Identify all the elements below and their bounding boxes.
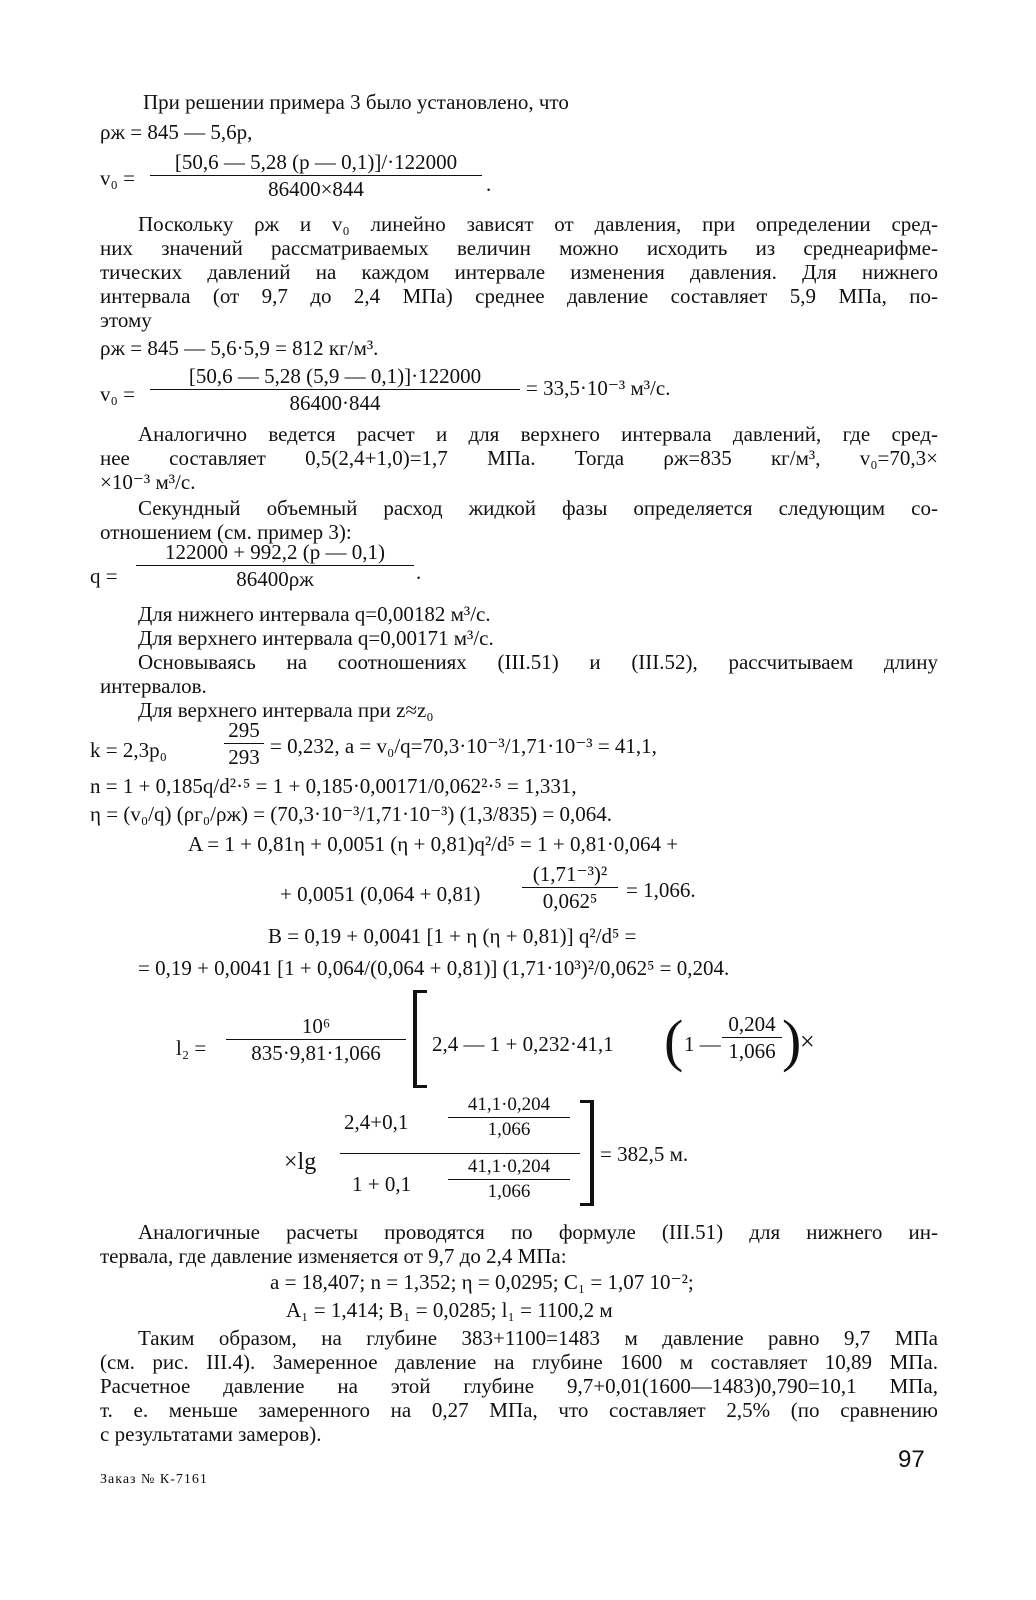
paragraph-line: т. е. меньше замеренного на 0,27 МПа, что составляет 2,5% (по сравнению bbox=[100, 1398, 938, 1422]
text-line: Для нижнего интервала q=0,00182 м³/с. bbox=[138, 602, 491, 626]
paragraph-line: Секундный объемный расход жидкой фазы определяется следующим со- bbox=[138, 496, 938, 520]
formula-B-cont: = 0,19 + 0,0041 [1 + 0,064/(0,064 + 0,81)] (1,71·10³)²/0,062⁵ = 0,204. bbox=[138, 956, 730, 980]
right-bracket bbox=[580, 1100, 594, 1206]
paragraph-line: тервала, где давление изменяется от 9,7 до 2,4 МПа: bbox=[100, 1244, 567, 1268]
denominator: 835·9,81·1,066 bbox=[251, 1041, 381, 1065]
formula-q-lhs: q = bbox=[90, 564, 118, 588]
denominator: 293 bbox=[228, 745, 260, 769]
formula-v0-fraction bbox=[150, 150, 482, 201]
formula-B: B = 0,19 + 0,0041 [1 + η (η + 0,81)] q²/d⁵ = bbox=[268, 924, 637, 948]
formula-rho: ρж = 845 — 5,6p, bbox=[100, 120, 253, 144]
formula-v0-lhs: v₀ = bbox=[100, 382, 135, 406]
times-sign: × bbox=[800, 1027, 815, 1056]
numerator: 10⁶ bbox=[226, 1014, 406, 1040]
denominator: 1,066 bbox=[728, 1039, 776, 1063]
numerator: 41,1·0,204 bbox=[448, 1156, 570, 1180]
formula-A-cont-lhs: + 0,0051 (0,064 + 0,81) bbox=[280, 882, 481, 906]
paragraph-line: Расчетное давление на этой глубине 9,7+0,01(1600—1483)0,790=10,1 МПа, bbox=[100, 1374, 938, 1398]
formula-A-fraction bbox=[522, 862, 618, 913]
paragraph-line: ×10⁻³ м³/с. bbox=[100, 470, 196, 494]
denominator: 86400ρж bbox=[236, 567, 314, 591]
numerator: (1,71⁻³)² bbox=[522, 862, 618, 888]
paragraph-line: Основываясь на соотношениях (III.51) и (III.52), рассчитываем длину bbox=[138, 650, 938, 674]
denominator: 86400×844 bbox=[268, 177, 364, 201]
numerator: 41,1·0,204 bbox=[448, 1094, 570, 1118]
formula-k-lhs: k = 2,3p₀ bbox=[90, 738, 167, 762]
period: . bbox=[486, 172, 492, 196]
paragraph-line: тических давлений на каждом интервале изменения давления. Для нижнего bbox=[100, 260, 938, 284]
formula-v0-lhs: v₀ = bbox=[100, 166, 135, 190]
period: . bbox=[416, 560, 422, 584]
formula-l2-middle: 2,4 — 1 + 0,232·41,1 bbox=[432, 1032, 614, 1056]
denominator: 0,062⁵ bbox=[542, 889, 598, 913]
formula-lg-result: = 382,5 м. bbox=[600, 1142, 689, 1166]
text-line: Для верхнего интервала при z≈z₀ bbox=[138, 698, 434, 722]
formula-v0-value-fraction bbox=[150, 364, 520, 415]
paragraph-line: Поскольку ρж и v₀ линейно зависят от давления, при определении сред- bbox=[138, 212, 938, 236]
formula-l2-fraction bbox=[226, 1014, 406, 1065]
formula-eta: η = (v₀/q) (ρг₀/ρж) = (70,3·10⁻³/1,71·10⁻³) (1,3/835) = 0,064. bbox=[90, 802, 613, 826]
lg-main-fraction-bar bbox=[340, 1153, 580, 1154]
left-paren: ( bbox=[664, 1008, 684, 1073]
print-order-footer: Заказ № К-7161 bbox=[100, 1472, 208, 1487]
text-line: При решении примера 3 было установлено, что bbox=[143, 90, 569, 114]
formula-A: A = 1 + 0,81η + 0,0051 (η + 0,81)q²/d⁵ = 1 + 0,81·0,064 + bbox=[188, 832, 679, 856]
paragraph-line: интервалов. bbox=[100, 674, 207, 698]
paragraph-line: (см. рис. III.4). Замеренное давление на глубине 1600 м составляет 10,89 МПа. bbox=[100, 1350, 938, 1374]
denominator: 1,066 bbox=[487, 1119, 531, 1140]
paragraph-line: этому bbox=[100, 308, 152, 332]
paragraph-line: Аналогичные расчеты проводятся по формуле (III.51) для нижнего ин- bbox=[138, 1220, 938, 1244]
lg-bottom-lhs: 1 + 0,1 bbox=[352, 1172, 412, 1196]
numerator: [50,6 — 5,28 (p — 0,1)]/·122000 bbox=[150, 150, 482, 176]
numerator: 0,204 bbox=[722, 1012, 782, 1038]
page-number: 97 bbox=[898, 1446, 925, 1473]
lg-bottom-fraction bbox=[448, 1156, 570, 1203]
numerator: 295 bbox=[224, 718, 264, 744]
formula-q-fraction bbox=[136, 540, 414, 591]
paragraph-line: с результатами замеров). bbox=[100, 1422, 322, 1446]
formula-rho-value: ρж = 845 — 5,6·5,9 = 812 кг/м³. bbox=[100, 336, 379, 360]
formula-l2-inner-fraction bbox=[722, 1012, 782, 1063]
paragraph-line: Таким образом, на глубине 383+1100=1483 м давление равно 9,7 МПа bbox=[138, 1326, 938, 1350]
text-line: Для верхнего интервала q=0,00171 м³/с. bbox=[138, 626, 494, 650]
formula-l2-lhs: l₂ = bbox=[176, 1036, 207, 1060]
numerator: [50,6 — 5,28 (5,9 — 0,1)]·122000 bbox=[150, 364, 520, 390]
paragraph-line: интервала (от 9,7 до 2,4 МПа) среднее давление составляет 5,9 МПа, по- bbox=[100, 284, 938, 308]
right-paren: ) bbox=[782, 1008, 802, 1073]
formula-k-rhs: = 0,232, a = v₀/q=70,3·10⁻³/1,71·10⁻³ = 41,1, bbox=[270, 734, 657, 758]
paragraph-line: отношением (см. пример 3): bbox=[100, 520, 352, 544]
results-line-2: A₁ = 1,414; B₁ = 0,0285; l₁ = 1100,2 м bbox=[286, 1298, 613, 1322]
formula-lg-prefix: ×lg bbox=[284, 1149, 317, 1175]
left-bracket bbox=[413, 990, 427, 1088]
denominator: 1,066 bbox=[487, 1181, 531, 1202]
formula-A-result: = 1,066. bbox=[626, 878, 696, 902]
paragraph-line: нее составляет 0,5(2,4+1,0)=1,7 МПа. Тогда ρж=835 кг/м³, v₀=70,3× bbox=[100, 446, 938, 470]
results-line-1: a = 18,407; n = 1,352; η = 0,0295; C₁ = 1,07 10⁻²; bbox=[270, 1270, 694, 1294]
denominator: 86400·844 bbox=[289, 391, 381, 415]
formula-v0-result: = 33,5·10⁻³ м³/с. bbox=[526, 376, 671, 400]
formula-l2-one: 1 — bbox=[684, 1032, 721, 1056]
formula-k-fraction bbox=[224, 718, 264, 769]
paragraph-line: Аналогично ведется расчет и для верхнего интервала давлений, где сред- bbox=[138, 422, 938, 446]
lg-top-lhs: 2,4+0,1 bbox=[344, 1110, 409, 1134]
paragraph-line: них значений рассматриваемых величин можно исходить из среднеарифме- bbox=[100, 236, 938, 260]
lg-top-fraction bbox=[448, 1094, 570, 1141]
formula-n: n = 1 + 0,185q/d²·⁵ = 1 + 0,185·0,00171/0,062²·⁵ = 1,331, bbox=[90, 774, 577, 798]
numerator: 122000 + 992,2 (p — 0,1) bbox=[136, 540, 414, 566]
